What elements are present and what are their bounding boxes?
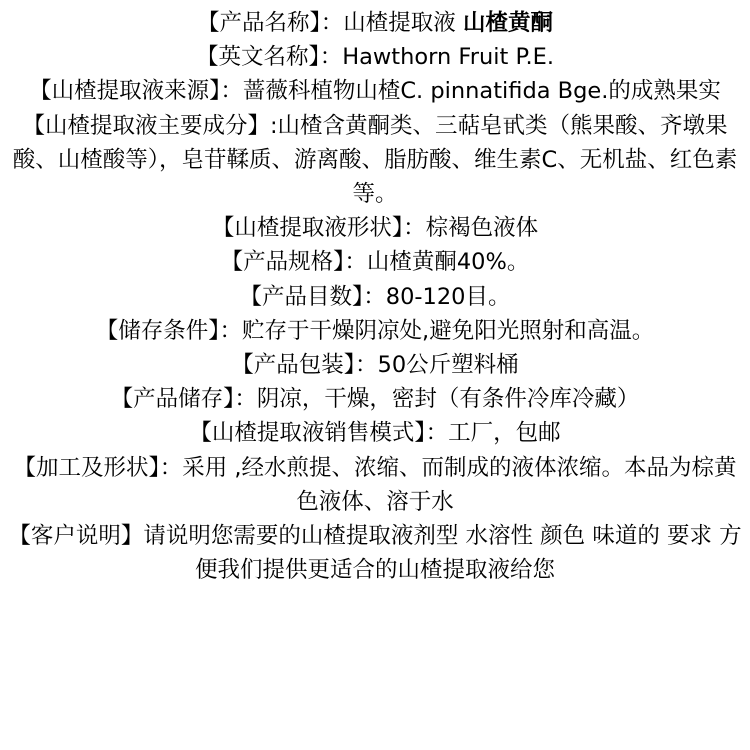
english-name-line: 【英文名称】：Hawthorn Fruit P.E. (195, 44, 555, 71)
mesh-line: 【产品目数】：80-120目。 (239, 283, 511, 310)
specification-line: 【产品规格】：山楂黄酮40%。 (220, 249, 530, 276)
product-storage-line: 【产品储存】：阴凉，干燥，密封（有条件冷库冷藏） (110, 386, 640, 413)
main-ingredients-line: 【山楂提取液主要成分】:山楂含黄酮类、三萜皂甙类（熊果酸、齐墩果酸、山楂酸等），皂苷鞣质、游离酸、脂肪酸、维生素C、无机盐、红色素等。 (12, 112, 738, 208)
product-name-line (0, 6, 750, 40)
packaging-line: 【产品包装】：50公斤塑料桶 (231, 352, 519, 379)
sales-mode-line: 【山楂提取液销售模式】：工厂，包邮 (189, 420, 561, 447)
customer-note-line: 【客户说明】请说明您需要的山楂提取液剂型 水溶性 颜色 味道的 要求 方便我们提供更适合的山楂提取液给您 (8, 523, 742, 584)
processing-line: 【加工及形状】：采用 ,经水煎提、浓缩、而制成的液体浓缩。本品为棕黄色液体、溶于水 (13, 454, 737, 515)
storage-conditions-line: 【储存条件】：贮存于干燥阴凉处,避免阳光照射和高温。 (95, 317, 655, 344)
source-line: 【山楂提取液来源】：蔷薇科植物山楂C. pinnatifida Bge.的成熟果实 (29, 78, 721, 105)
product-name-label: 【产品名称】：山楂提取液 (197, 10, 463, 36)
form-line: 【山楂提取液形状】：棕褐色液体 (211, 215, 539, 242)
product-name-highlight: 山楂黄酮 (462, 10, 553, 36)
